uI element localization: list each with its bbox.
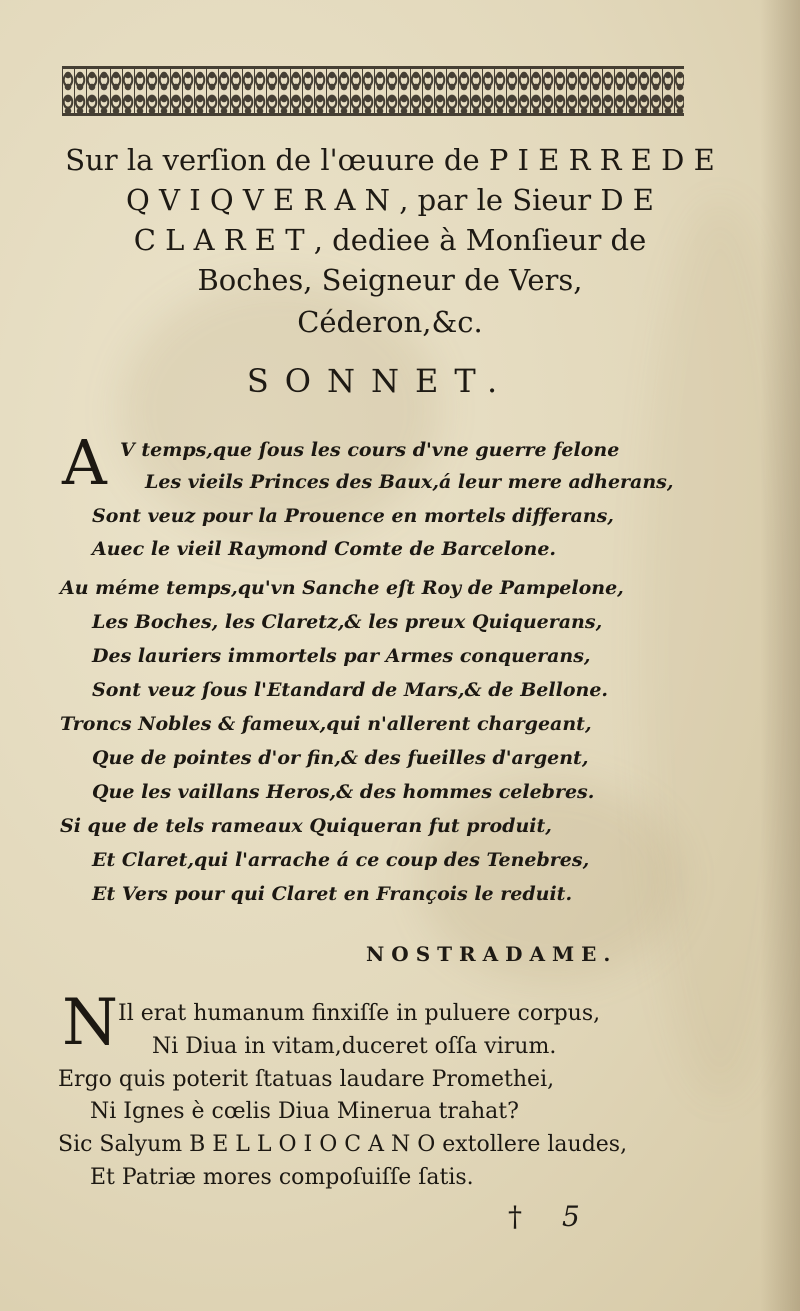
epigram-line: Ni Ignes è cœlis Diua Minerua trahat? [90,1099,519,1124]
epigram-line: Ergo quis poterit ſtatuas laudare Promethei, [58,1067,555,1092]
epigram-line: Sic Salyum B E L L O I O C A N O extollere laudes, [58,1132,628,1157]
sonnet-line: Si que de tels rameaux Quiqueran fut produit, [60,815,552,837]
sonnet-line: Que les vaillans Heros,& des hommes celebres. [92,781,595,803]
sonnet-line: Sont veuz pour la Prouence en mortels differans, [92,505,614,527]
epigram-line: Il erat humanum finxiſſe in puluere corpus, [118,1001,601,1026]
sonnet-line: Et Vers pour qui Claret en François le reduit. [92,883,573,905]
ornamental-headband [62,66,684,116]
sonnet-line: Troncs Nobles & fameux,qui n'allerent chargeant, [60,713,592,735]
signature-number: 5 [562,1200,580,1233]
sonnet-line: Les Boches, les Claretz,& les preux Quiquerans, [92,611,603,633]
signature-mark: † [508,1200,522,1233]
sonnet-dropcap: A [62,426,107,499]
sonnet-line: Que de pointes d'or fin,& des fueilles d'argent, [92,747,589,769]
heading-line-4: Boches, Seigneur de Vers, [197,263,583,297]
sonnet-line: Les vieils Princes des Baux,á leur mere adherans, [145,471,674,493]
heading-line-3: C L A R E T , dediee à Monſieur de [133,223,647,257]
sonnet-line: V temps,que ſous les cours d'vne guerre felone [120,439,620,461]
epigram-line: Ni Diua in vitam,duceret oſſa virum. [152,1034,557,1059]
heading-line-1: Sur la verſion de l'œuure de P I E R R E D E [65,143,715,177]
sonnet-line: Des lauriers immortels par Armes conquerans, [92,645,591,667]
author-signature: NOSTRADAME. [366,942,618,966]
sonnet-line: Sont veuz ſous l'Etandard de Mars,& de Bellone. [92,679,609,701]
sonnet-line: Et Claret,qui l'arrache á ce coup des Tenebres, [92,849,590,871]
epigram-line: Et Patriæ mores compoſuiſſe ſatis. [90,1165,474,1190]
heading-line-2: Q V I Q V E R A N , par le Sieur D E [126,183,654,217]
epigram-dropcap: N [62,986,118,1060]
sonnet-line: Auec le vieil Raymond Comte de Barcelone. [92,538,557,560]
sonnet-line: Au méme temps,qu'vn Sanche eſt Roy de Pampelone, [60,577,624,599]
sonnet-title: SONNET. [246,362,514,400]
heading-line-5: Céderon,&c. [297,305,483,339]
